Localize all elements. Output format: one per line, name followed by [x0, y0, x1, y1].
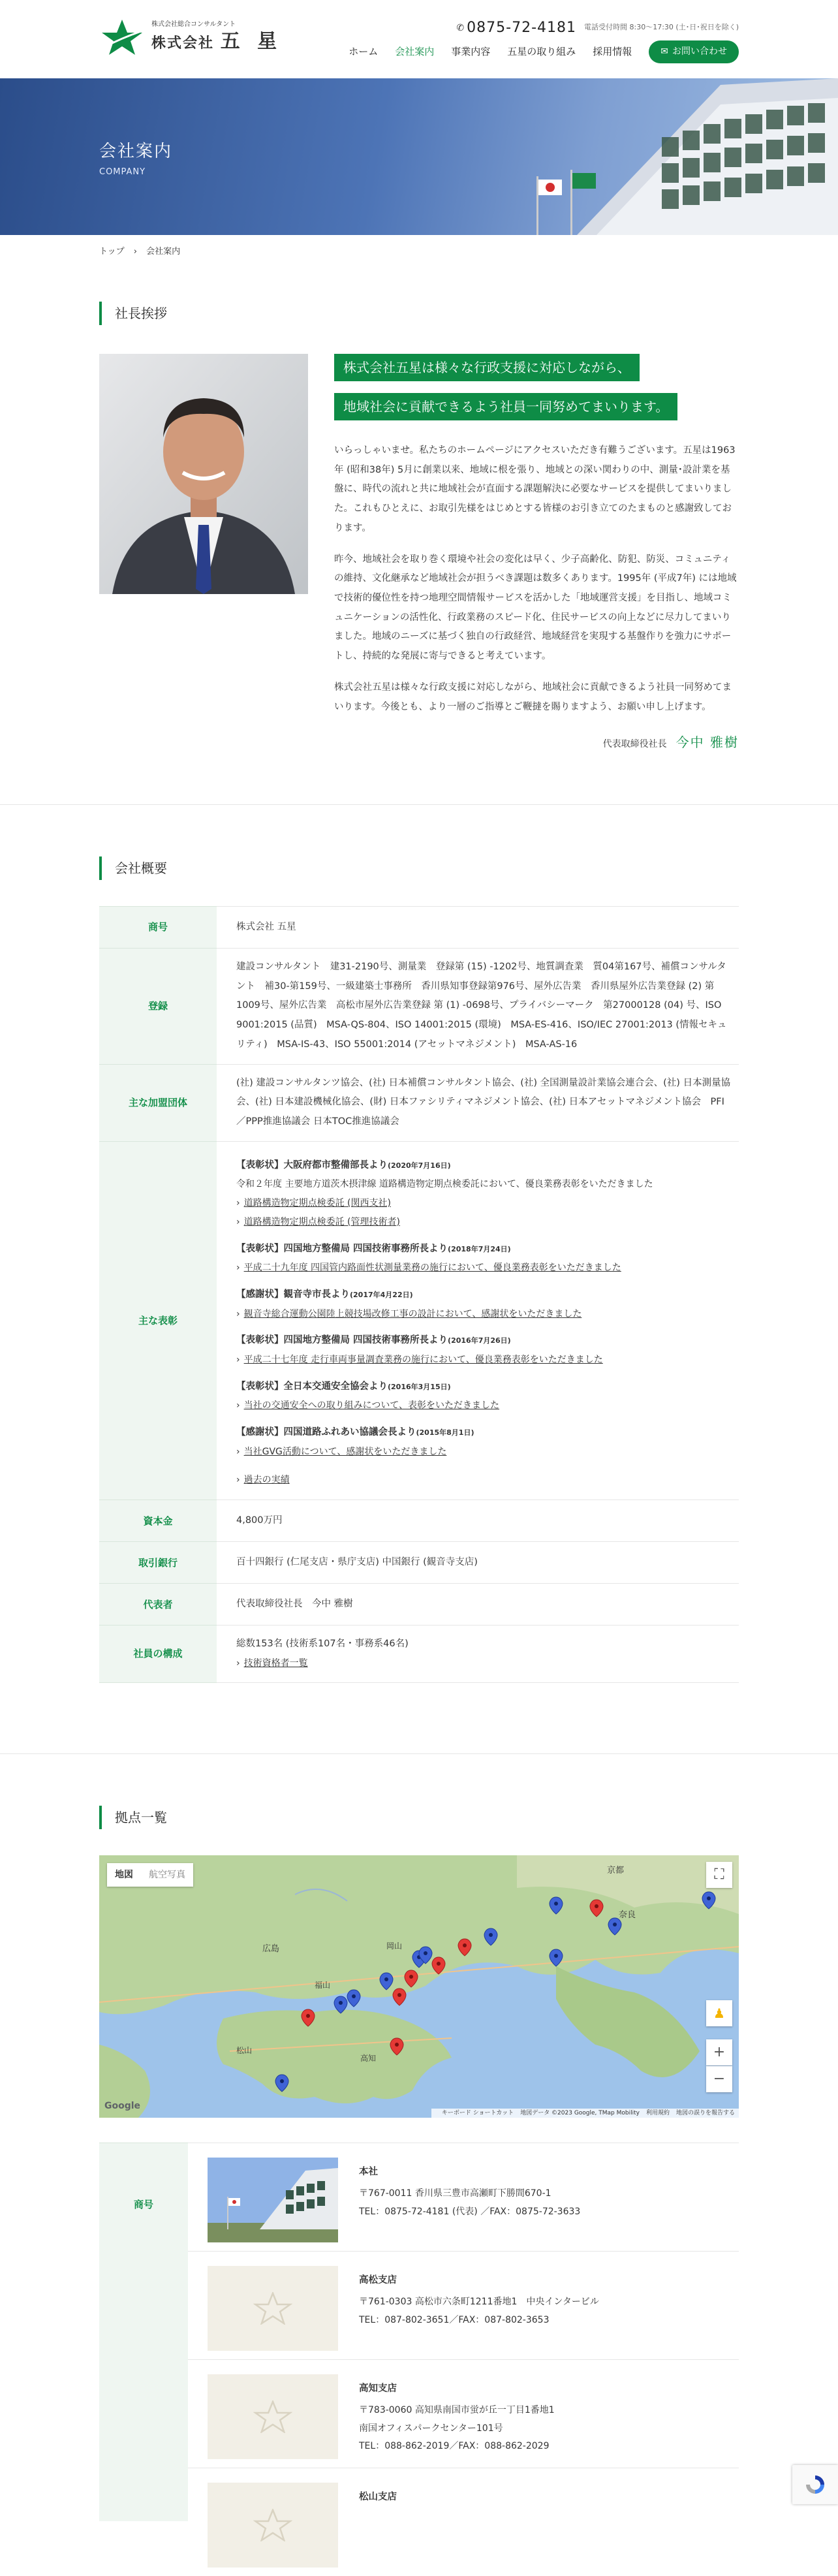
branch-name: 高松支店 — [359, 2275, 397, 2285]
award-date: (2020年7月16日) — [388, 1161, 451, 1170]
award-item — [236, 1285, 739, 1323]
branch-tel: TEL：087-802-3651／FAX：087-802-3653 — [359, 2314, 550, 2325]
star-placeholder-icon — [253, 2292, 292, 2325]
award-link[interactable]: › 道路構造物定期点検委託 (関西支社) — [236, 1194, 739, 1213]
logo-name: 五 星 — [220, 29, 283, 53]
table-row — [99, 1626, 739, 1682]
award-link[interactable]: › 当社の交通安全への取り組みについて、表彰をいただきました — [236, 1396, 739, 1415]
tel-area — [456, 14, 739, 42]
map-label-nara: 奈良 — [619, 1910, 636, 1920]
breadcrumb — [99, 244, 180, 260]
chevron-right-icon: › — [133, 247, 137, 257]
star-placeholder-icon — [253, 2509, 292, 2541]
qualified-staff-link[interactable]: › 技術資格者一覧 — [236, 1654, 739, 1673]
map-marker-blue[interactable] — [550, 1949, 563, 1966]
row-label-capital: 資本金 — [99, 1500, 217, 1542]
branch-address: 〒761-0303 高松市六条町1211番地1 中央インタービル — [359, 2297, 599, 2308]
map-label-hiroshima: 広島 — [262, 1944, 280, 1954]
map-marker-red[interactable] — [590, 1900, 603, 1917]
branch-address: 〒767-0011 香川県三豊市高瀬町下勝間670-1 — [359, 2188, 551, 2199]
branch-row — [188, 2468, 739, 2576]
award-date: (2016年7月26日) — [448, 1336, 511, 1345]
award-description: 令和２年度 主要地方道茨木摂津線 道路構造物定期点検委託において、優良業務表彰をいただきました — [236, 1179, 653, 1190]
branch-info — [359, 2488, 397, 2510]
recaptcha-badge[interactable] — [792, 2465, 838, 2504]
greeting-heading: 社長挨拶 — [99, 302, 167, 325]
signature-title: 代表取締役社長 — [602, 739, 667, 749]
row-value-capital: 4,800万円 — [217, 1500, 739, 1542]
phone-icon: ✆ — [456, 22, 465, 33]
tel-number[interactable]: 0875-72-4181 — [467, 20, 577, 36]
map-marker-blue[interactable] — [347, 1990, 360, 2007]
map-keyboard-shortcuts[interactable]: キーボード ショートカット — [441, 2110, 514, 2116]
row-label-bank: 取引銀行 — [99, 1542, 217, 1584]
greeting-banner-2: 地域社会に貢献できるよう社員一同努めてまいります。 — [334, 393, 677, 420]
award-link[interactable]: › 平成二十七年度 走行車両事量調査業務の施行において、優良業務表彰をいただきました — [236, 1351, 739, 1370]
branch-tel: TEL：088-862-2019／FAX：088-862-2029 — [359, 2440, 550, 2451]
award-date: (2017年4月22日) — [350, 1290, 413, 1299]
table-row — [99, 1141, 739, 1500]
row-label-representative: 代表者 — [99, 1584, 217, 1626]
row-label-name: 商号 — [99, 907, 217, 949]
table-row — [99, 1584, 739, 1626]
award-link[interactable]: › 観音寺総合運動公園陸上競技場改修工事の設計において、感謝状をいただきました — [236, 1305, 739, 1324]
hero-banner — [0, 78, 838, 235]
past-results-link[interactable]: › 過去の実績 — [236, 1471, 739, 1490]
table-row — [99, 907, 739, 949]
map-marker-blue[interactable] — [484, 1928, 497, 1945]
star-placeholder-icon — [253, 2400, 292, 2433]
president-photo — [99, 354, 308, 594]
map-marker-red[interactable] — [390, 2038, 403, 2055]
map-tab-satellite[interactable]: 航空写真 — [149, 1870, 185, 1880]
award-item — [236, 1240, 739, 1278]
branch-photo-placeholder — [208, 2266, 338, 2351]
map-marker-blue[interactable] — [380, 1973, 393, 1990]
nav-business[interactable]: 事業内容 — [451, 46, 491, 58]
row-label-registration: 登録 — [99, 949, 217, 1065]
building-photo — [446, 78, 838, 235]
contact-button[interactable] — [649, 40, 739, 63]
branch-address-2: 南国オフィスパークセンター101号 — [359, 2423, 503, 2434]
map-marker-red[interactable] — [405, 1970, 418, 1987]
map-marker-blue[interactable] — [334, 1996, 347, 2013]
branch-name: 高知支店 — [359, 2383, 397, 2394]
award-item — [236, 1331, 739, 1369]
award-link[interactable]: › 平成二十九年度 四国管内路面性状測量業務の施行において、優良業務表彰をいただきました — [236, 1259, 739, 1278]
table-row — [99, 949, 739, 1065]
award-title: 【表彰状】大阪府都市整備部長より — [236, 1159, 388, 1170]
contact-label: お問い合わせ — [672, 46, 727, 57]
map-report-error[interactable]: 地図の誤りを報告する — [675, 2110, 735, 2116]
staff-count: 総数153名 (技術系107名・事務系46名) — [236, 1639, 409, 1650]
branch-info — [359, 2271, 599, 2329]
site-header — [0, 0, 838, 78]
branch-address: 〒783-0060 高知県南国市蛍が丘一丁目1番地1 — [359, 2405, 555, 2416]
row-value-name: 株式会社 五星 — [217, 907, 739, 949]
branch-row — [188, 2359, 739, 2468]
location-map[interactable] — [99, 1855, 739, 2118]
award-date: (2015年8月1日) — [416, 1428, 474, 1437]
zoom-out-button[interactable]: − — [706, 2066, 732, 2092]
row-value-registration: 建設コンサルタント 建31-2190号、測量業 登録第 (15) -1202号、地質調査業 質04第167号、補償コンサルタント 補30-第159号、一級建築士事務所 香川県知事登録第976号、屋外広告業 香川県屋外広告業登録 (2) 第1009号、屋外広告業 高松市屋外広告業登録 第 (1) -0698号、プライバシーマーク 第27000128 (04) 号、ISO 9001:2015 (品質) MSA-QS-804、ISO 14001:2015 (環境) MSA-ES-416、ISO/IEC 27001:2013 (情報セキュリティ) MSA-IS-43、ISO 55001:2014 (アセットマネジメント) MSA-AS-16 — [217, 949, 739, 1065]
map-label-okayama: 岡山 — [386, 1941, 403, 1951]
greeting-paragraph-2: 昨今、地域社会を取り巻く環境や社会の変化は早く、少子高齢化、防犯、防災、コミュニティの維持、文化継承など地域社会が担うべき課題は数多くあります。1995年 (平成7年) には地域で技術的優位性を持つ地理空間情報サービスを活かした「地域運営支援」を目指し、地域コミュニケーションの活性化、行政業務のスピード化、住民サービスの向上などに尽力してまいりました。地域のニーズに基づく独自の行政経営、地域経営を実現する基盤作りを強力にサポートし、持続的な発展に寄与できると考えています。 — [334, 554, 737, 662]
award-title: 【表彰状】四国地方整備局 四国技術事務所長より — [236, 1243, 448, 1254]
breadcrumb-current: 会社案内 — [146, 247, 181, 257]
table-row — [99, 1542, 739, 1584]
overview-table — [99, 906, 739, 1683]
signature — [603, 730, 739, 755]
pegman-icon[interactable]: ♟ — [706, 2000, 732, 2026]
map-marker-red[interactable] — [458, 1939, 471, 1956]
greeting-paragraph-3: 株式会社五星は様々な行政支援に対応しながら、地域社会に貢献できるよう社員一同努めてまいります。今後とも、より一層のご指導とご鞭撻を賜りますよう、お願い申し上げます。 — [334, 682, 732, 712]
map-marker-blue[interactable] — [702, 1892, 715, 1909]
map-footer — [431, 2109, 739, 2118]
breadcrumb-home[interactable]: トップ — [99, 247, 125, 257]
row-label-staff: 社員の構成 — [99, 1626, 217, 1682]
award-item — [236, 1377, 739, 1415]
recaptcha-icon — [803, 2473, 827, 2496]
branch-row — [188, 2251, 739, 2359]
map-markers — [99, 1855, 739, 2118]
branch-header-label: 商号 — [133, 2199, 153, 2210]
site-logo[interactable] — [99, 18, 282, 56]
award-link[interactable]: › 道路構造物定期点検委託 (管理技術者) — [236, 1213, 739, 1232]
row-label-associations: 主な加盟団体 — [99, 1064, 217, 1141]
nav-recruit[interactable]: 採用情報 — [593, 46, 632, 58]
map-marker-blue[interactable] — [275, 2075, 288, 2092]
map-marker-blue[interactable] — [608, 1918, 621, 1935]
branch-info — [359, 2380, 555, 2455]
tel-hours: 電話受付時間 8:30〜17:30 (土･日･祝日を除く) — [584, 23, 739, 32]
map-tab-roadmap[interactable]: 地図 — [115, 1870, 133, 1880]
mail-icon: ✉ — [660, 46, 668, 57]
section-divider — [0, 804, 838, 805]
award-item — [236, 1423, 739, 1461]
google-logo: Google — [104, 2101, 141, 2112]
logo-subtitle: 株式会社総合コンサルタント — [151, 20, 236, 28]
signature-name: 今中 雅樹 — [675, 734, 739, 750]
map-marker-red[interactable] — [393, 1988, 406, 2005]
row-value-awards — [217, 1141, 739, 1500]
table-row — [99, 1064, 739, 1141]
branch-name: 本社 — [359, 2167, 378, 2177]
row-value-representative: 代表取締役社長 今中 雅樹 — [217, 1584, 739, 1626]
table-row — [99, 1500, 739, 1542]
main-nav — [332, 40, 739, 63]
award-item — [236, 1156, 739, 1232]
greeting-banner-1: 株式会社五星は様々な行政支援に対応しながら、 — [334, 354, 640, 381]
map-label-kochi: 高知 — [360, 2054, 377, 2063]
row-value-associations: (社) 建設コンサルタンツ協会、(社) 日本補償コンサルタント協会、(社) 全国測量設計業協会連合会、(社) 日本測量協会、(社) 日本建設機械化協会、(財) 日本ファシリティマネジメント協会、(社) 日本アセットマネジメント協会 PFI／PPP推進協議会 日本TOC推進協議会 — [217, 1064, 739, 1141]
logo-prefix: 株式会社 — [151, 35, 215, 52]
award-date: (2016年3月15日) — [388, 1382, 451, 1391]
map-label-fukuyama: 福山 — [315, 1981, 331, 1990]
map-marker-blue[interactable] — [550, 1897, 563, 1914]
branch-photo-placeholder — [208, 2483, 338, 2568]
zoom-in-button[interactable]: + — [706, 2039, 732, 2066]
map-data-credit: 地図データ ©2023 Google, TMap Mobility — [520, 2110, 640, 2116]
map-label-kyoto: 京都 — [607, 1866, 625, 1876]
star-logo-icon — [99, 18, 145, 56]
nav-company[interactable]: 会社案内 — [395, 46, 435, 58]
award-title: 【表彰状】全日本交通安全協会より — [236, 1381, 388, 1392]
map-marker-red[interactable] — [432, 1957, 445, 1974]
award-title: 【表彰状】四国地方整備局 四国技術事務所長より — [236, 1335, 448, 1346]
greeting-body — [334, 441, 739, 729]
row-value-bank: 百十四銀行 (仁尾支店・県庁支店) 中国銀行 (観音寺支店) — [217, 1542, 739, 1584]
greeting-paragraph-1: いらっしゃいませ。私たちのホームページにアクセスいただき有難うございます。五星は1963年 (昭和38年) 5月に創業以来、地域に根を張り、地域との深い関わりの中、測量･設計業を基盤に、時代の流れと共に地域社会が直面する課題解決に必要なサービスを提供してまいりました。これもひとえに、お取引先様をはじめとする皆様のお引き立てのたまものと感謝致しております。 — [334, 445, 736, 533]
branch-name: 松山支店 — [359, 2492, 397, 2502]
nav-home[interactable]: ホーム — [349, 46, 379, 58]
branch-photo-placeholder — [208, 2374, 338, 2459]
page-title: 会社案内 — [99, 142, 173, 161]
branch-tel: TEL：0875-72-4181 (代表) ／FAX：0875-72-3633 — [359, 2206, 581, 2217]
branch-header-cell — [99, 2143, 188, 2521]
page-subtitle: COMPANY — [99, 167, 146, 177]
award-title: 【感謝状】四国道路ふれあい協議会長より — [236, 1427, 416, 1438]
award-date: (2018年7月24日) — [448, 1244, 511, 1253]
overview-heading: 会社概要 — [99, 856, 167, 880]
award-link[interactable]: › 当社GVG活動について、感謝状をいただきました — [236, 1443, 739, 1462]
map-terms[interactable]: 利用規約 — [645, 2110, 670, 2116]
map-label-matsuyama: 松山 — [236, 2046, 253, 2055]
section-divider — [0, 1753, 838, 1754]
locations-heading: 拠点一覧 — [99, 1806, 167, 1829]
award-title: 【感謝状】観音寺市長より — [236, 1289, 350, 1300]
fullscreen-icon[interactable]: ⛶ — [706, 1862, 732, 1888]
row-value-staff — [217, 1626, 739, 1682]
row-label-awards: 主な表彰 — [99, 1141, 217, 1500]
head-office-photo — [208, 2158, 338, 2242]
branch-info — [359, 2163, 580, 2221]
map-marker-red[interactable] — [302, 2009, 315, 2026]
nav-initiatives[interactable]: 五星の取り組み — [507, 46, 576, 58]
branch-row — [188, 2143, 739, 2251]
